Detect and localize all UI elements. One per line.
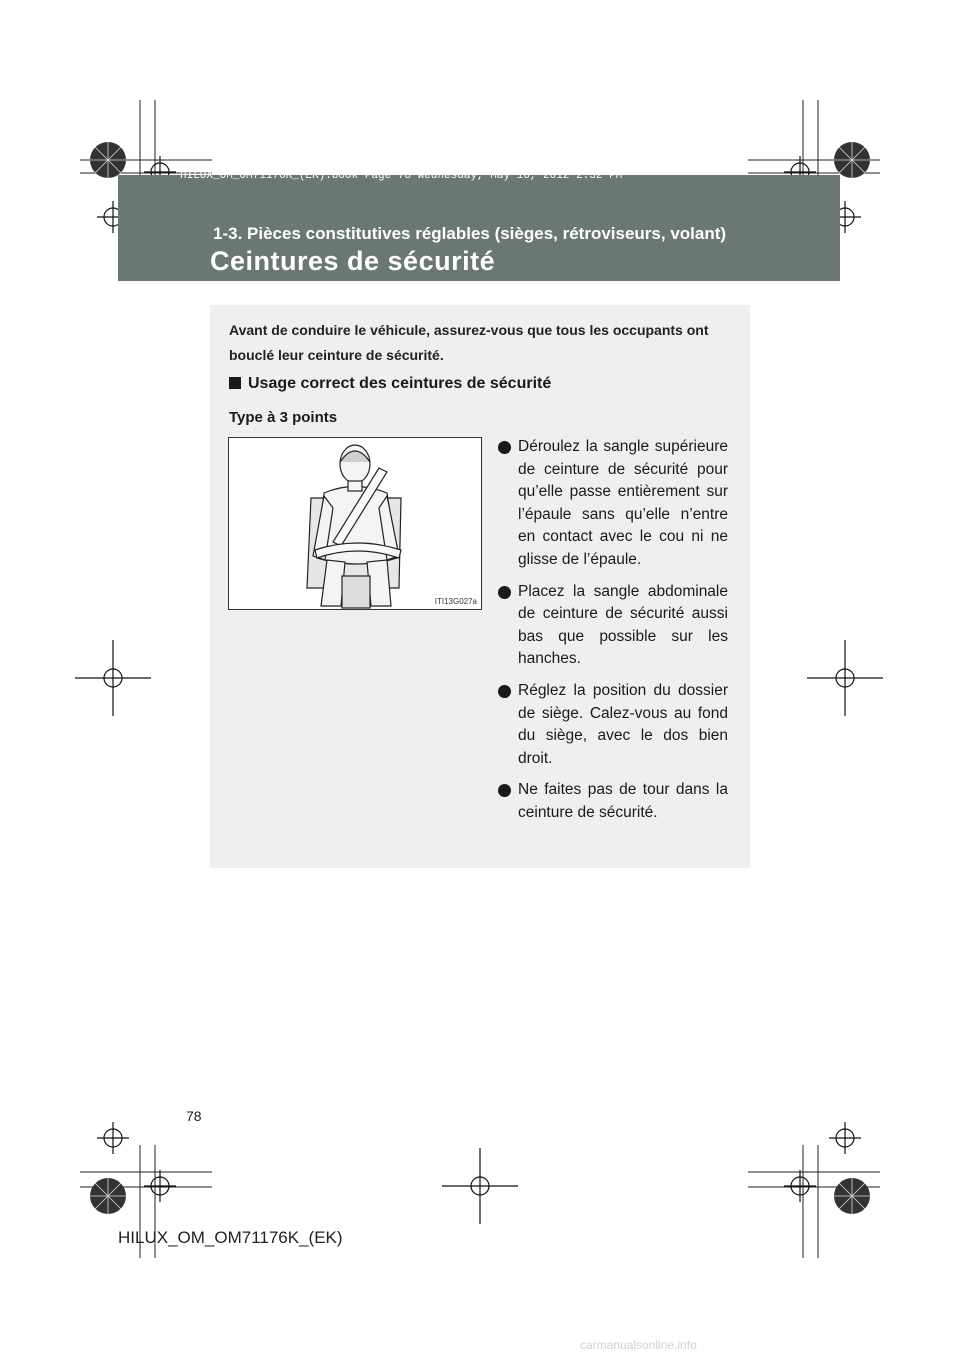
page-number: 78 [186,1108,202,1124]
print-file-info: HILUX_OM_OM71176K_(EK).book Page 78 Wednesday, May 16, 2012 2:32 PM [180,170,623,182]
bullet-icon [498,685,511,698]
watermark: carmanualsonline.info [580,1338,697,1352]
page-title: Ceintures de sécurité [210,246,496,276]
instruction-list [498,436,728,834]
seatbelt-illustration [228,437,482,610]
list-item: Déroulez la sangle supérieure de ceinture de sécurité pour qu’elle passe entièrement sur l’épaule sans qu’elle n’entre en contact avec le cou ni ne glisse de l’épaule. [498,436,728,572]
subsection-heading [229,375,551,393]
figure-code: ITI13G027a [434,597,477,606]
bullet-icon [498,784,511,797]
section-title: 1-3. Pièces constitutives réglables (sièges, rétroviseurs, volant) [213,224,727,243]
seated-person-icon [229,438,481,609]
subsection-heading-text: Usage correct des ceintures de sécurité [248,375,552,392]
list-item: Réglez la position du dossier de siège. Calez-vous au fond du siège, avec le dos bien droit. [498,680,728,770]
bullet-icon [498,586,511,599]
belt-type-heading: Type à 3 points [229,409,338,426]
document-code: HILUX_OM_OM71176K_(EK) [118,1228,343,1247]
intro-text: Avant de conduire le véhicule, assurez-vous que tous les occupants ont bouclé leur ceinture de sécurité. [229,322,709,363]
square-bullet-icon [229,377,241,389]
list-item: Placez la sangle abdominale de ceinture de sécurité aussi bas que possible sur les hanches. [498,581,728,671]
bullet-icon [498,441,511,454]
list-item: Ne faites pas de tour dans la ceinture de sécurité. [498,779,728,824]
